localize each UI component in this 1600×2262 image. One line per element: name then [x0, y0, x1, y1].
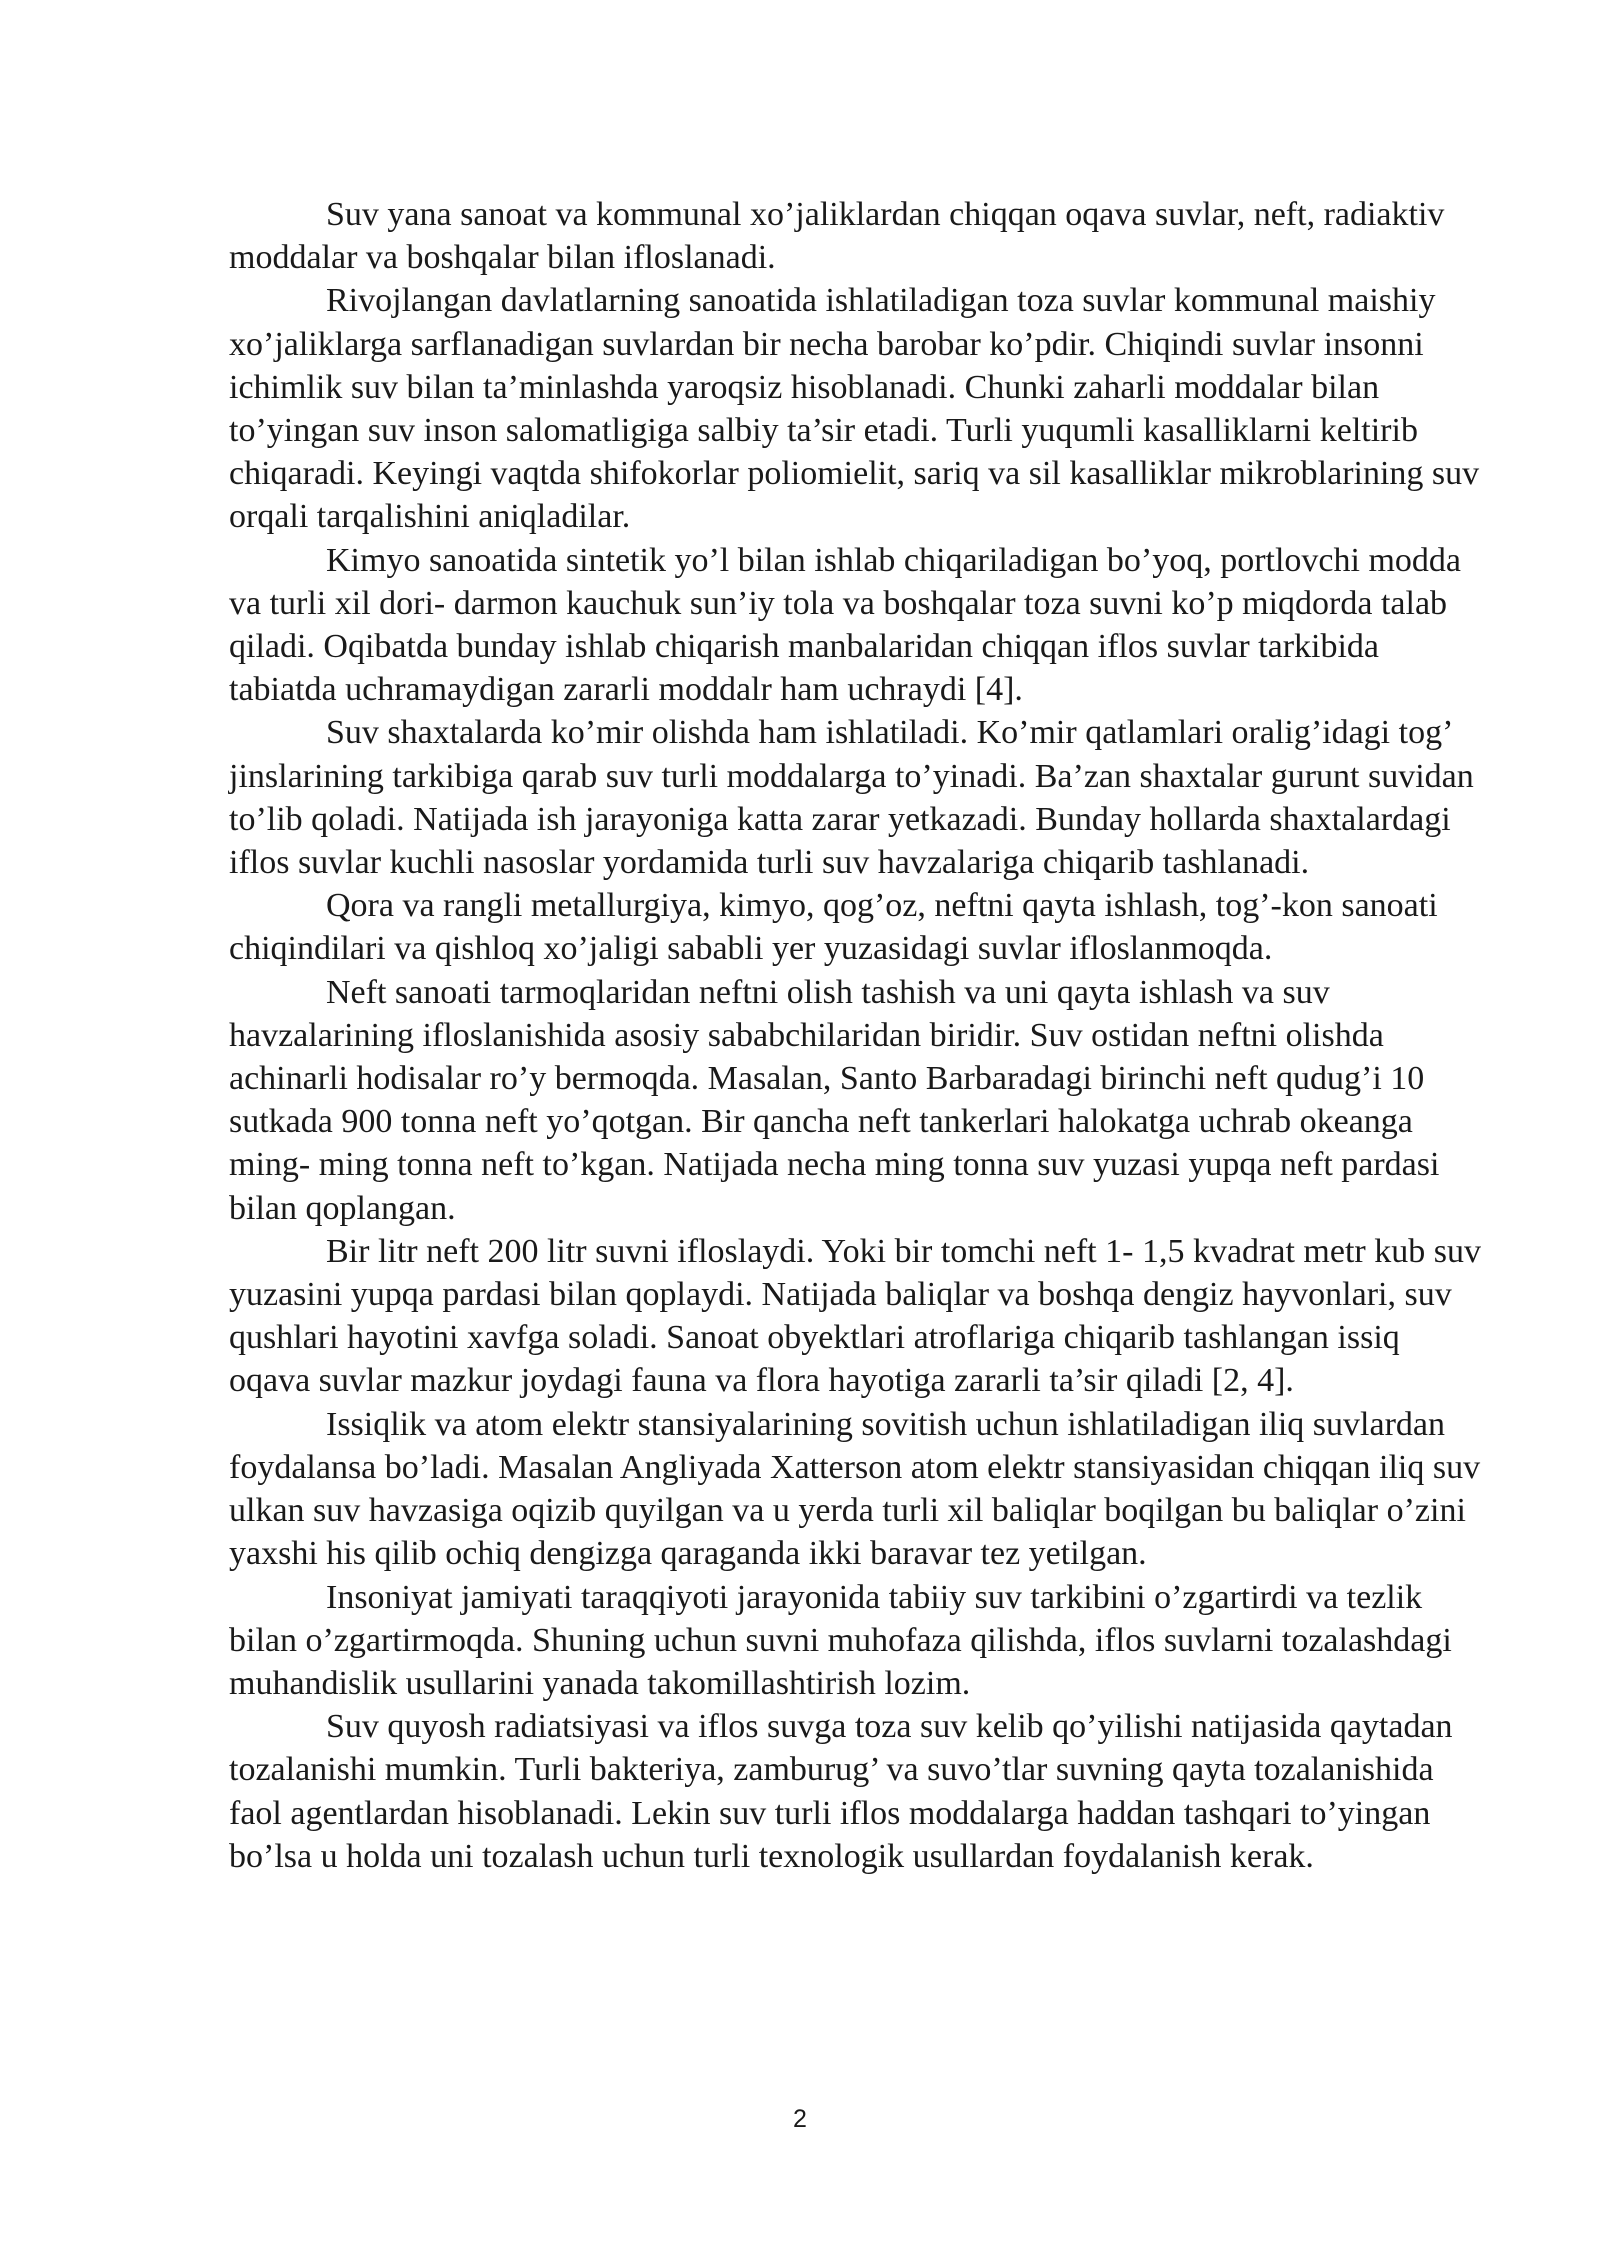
paragraph-2: Rivojlangan davlatlarning sanoatida ishlatiladigan toza suvlar kommunal maishiy xo’jaliklarga sarflanadigan suvlardan bir necha barobar ko’pdir. Chiqindi suvlar insonni ichimlik suv bilan ta’minlashda yaroqsiz hisoblanadi. Chunki zaharli moddalar bilan to’yingan suv inson salomatligiga salbiy ta’sir etadi. Turli yuqumli kasalliklarni keltirib chiqaradi. Keyingi vaqtda shifokorlar poliomielit, sariq va sil kasalliklar mikroblarining suv orqali tarqalishini aniqladilar.: [229, 282, 1480, 536]
paragraph-6: Neft sanoati tarmoqlaridan neftni olish tashish va uni qayta ishlash va suv havzalarining ifloslanishida asosiy sababchilaridan biridir. Suv ostidan neftni olishda achinarli hodisalar ro’y bermoqda. Masalan, Santo Barbaradagi birinchi neft qudug’i 10 sutkada 900 tonna neft yo’qotgan. Bir qancha neft tankerlari halokatga uchrab okeanga ming- ming tonna neft to’kgan. Natijada necha ming tonna suv yuzasi yupqa neft pardasi bilan qoplangan.: [229, 973, 1440, 1227]
paragraph-8: Issiqlik va atom elektr stansiyalarining sovitish uchun ishlatiladigan iliq suvlardan foydalansa bo’ladi. Masalan Angliyada Xatterson atom elektr stansiyasidan chiqqan iliq suv ulkan suv havzasiga oqizib quyilgan va u yerda turli xil baliqlar boqilgan bu baliqlar o’zini yaxshi his qilib ochiq dengizga qaraganda ikki baravar tez yetilgan.: [229, 1405, 1481, 1573]
paragraph-7: Bir litr neft 200 litr suvni ifloslaydi. Yoki bir tomchi neft 1- 1,5 kvadrat metr kub suv yuzasini yupqa pardasi bilan qoplaydi. Natijada baliqlar va boshqa dengiz hayvonlari, suv qushlari hayotini xavfga soladi. Sanoat obyektlari atroflariga chiqarib tashlangan issiq oqava suvlar mazkur joydagi fauna va flora hayotiga zararli ta’sir qiladi [2, 4].: [229, 1232, 1481, 1400]
paragraph-3: Kimyo sanoatida sintetik yo’l bilan ishlab chiqariladigan bo’yoq, portlovchi modda va turli xil dori- darmon kauchuk sun’iy tola va boshqalar toza suvni ko’p miqdorda talab qiladi. Oqibatda bunday ishlab chiqarish manbalaridan chiqqan iflos suvlar tarkibida tabiatda uchramaydigan zararli moddalr ham uchraydi [4].: [229, 541, 1461, 709]
paragraph-5: Qora va rangli metallurgiya, kimyo, qog’oz, neftni qayta ishlash, tog’-kon sanoati chiqindilari va qishloq xo’jaligi sababli yer yuzasidagi suvlar ifloslanmoqda.: [229, 887, 1438, 968]
page-number: 2: [793, 2105, 807, 2133]
paragraph-10: Suv quyosh radiatsiyasi va iflos suvga toza suv kelib qo’yilishi natijasida qaytadan tozalanishi mumkin. Turli bakteriya, zamburug’ va suvo’tlar suvning qayta tozalanishida faol agentlardan hisoblanadi. Lekin suv turli iflos moddalarga haddan tashqari to’yingan bo’lsa u holda uni tozalash uchun turli texnologik usullardan foydalanish kerak.: [229, 1708, 1453, 1875]
paragraph-4: Suv shaxtalarda ko’mir olishda ham ishlatiladi. Ko’mir qatlamlari oralig’idagi tog’ jinslarining tarkibiga qarab suv turli moddalarga to’yinadi. Ba’zan shaxtalar gurunt suvidan to’lib qoladi. Natijada ish jarayoniga katta zarar yetkazadi. Bunday hollarda shaxtalardagi iflos suvlar kuchli nasoslar yordamida turli suv havzalariga chiqarib tashlanadi.: [229, 714, 1474, 882]
paragraph-1: Suv yana sanoat va kommunal xo’jaliklardan chiqqan oqava suvlar, neft, radiaktiv moddalar va boshqalar bilan ifloslanadi.: [229, 196, 1445, 277]
body-text: [229, 193, 1489, 1878]
paragraph-9: Insoniyat jamiyati taraqqiyoti jarayonida tabiiy suv tarkibini o’zgartirdi va tezlik bilan o’zgartirmoqda. Shuning uchun suvni muhofaza qilishda, iflos suvlarni tozalashdagi muhandislik usullarini yanada takomillashtirish lozim.: [229, 1578, 1452, 1702]
